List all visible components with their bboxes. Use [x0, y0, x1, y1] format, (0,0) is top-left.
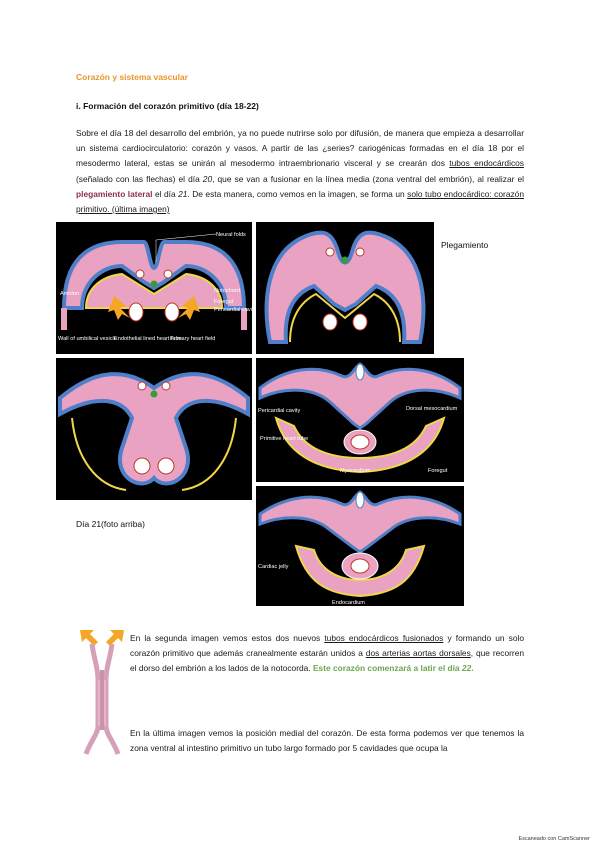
term-tubos-endocardicos: tubos endocárdicos — [449, 158, 524, 169]
paragraph-intro — [76, 126, 524, 217]
figure-folding-1 — [56, 222, 257, 354]
term-tubos-fusionados: tubos endocárdicos fusionados — [324, 633, 444, 643]
figure-folding-2 — [256, 222, 434, 354]
text-run: el día — [152, 188, 179, 199]
arrow-right-icon — [106, 630, 124, 646]
label-notochord: Notochord — [214, 288, 240, 294]
day-21: 21 — [178, 188, 188, 199]
label-endothelial-tube: Endothelial lined heart tube — [114, 336, 182, 342]
arrow-left-icon — [80, 630, 98, 646]
text-run: Sobre el día 18 del desarrollo del embrión, ya no puede nutrirse solo por difusión, de manera que empieza a desarrollar un sistema cardiocirculatorio: corazón y vasos. A partir de las ¿series? cariogénicas formadas en el día 18 por el mesodermo lateral, estas se unirán al mesodermo intraembrionario visceral y se crearán dos — [76, 128, 524, 169]
text-run: , que recorren el dorso del embrión a los lados de la notocorda. — [130, 648, 525, 674]
label-cardiac-jelly: Cardiac jelly — [258, 564, 289, 570]
label-primary-heart-field: Primary heart field — [170, 336, 216, 342]
label-primitive-heart-tube: Primitive heart tube — [260, 436, 309, 442]
figure-heart-tube — [256, 358, 464, 482]
term-comenzara-latir: Este corazón comenzará a latir el día — [312, 663, 462, 674]
term-plegamiento-lateral: plegamiento lateral — [76, 188, 153, 199]
paragraph-fusion — [130, 631, 524, 677]
caption-dia-21: Día 21(foto arriba) — [76, 519, 145, 529]
label-endocardium: Endocardium — [332, 600, 365, 606]
label-myocardium: Myocardium — [340, 468, 371, 474]
paragraph-medial: En la última imagen vemos la posición medial del corazón. De esta forma podemos ver que tenemos la zona ventral al intestino primitivo un tubo largo formado por 5 cavidades que ocupa la — [130, 728, 524, 754]
scanner-watermark: Escaneado con CamScanner — [518, 836, 590, 842]
heart-tube-fusion-illustration — [80, 630, 124, 754]
term-arterias-aortas: dos arterias aortas dorsales — [365, 648, 471, 659]
figure-folding-3 — [56, 358, 252, 500]
day-20: 20 — [202, 173, 213, 184]
label-wall-umbilical: Wall of umbilical vesicle — [58, 336, 117, 342]
label-foregut: Foregut — [214, 299, 234, 305]
text-run: . — [471, 663, 474, 674]
text-run: . De esta manera, como vemos en la imagen, se forma un — [187, 188, 408, 199]
label-pericardial-cavity: Pericardial cavity — [214, 307, 257, 313]
text-run: , que se van a fusionar en la línea media (zona ventral del embrión), al realizar el — [212, 173, 524, 184]
label-neural-folds: Neural folds — [216, 232, 246, 238]
caption-plegamiento: Plegamiento — [441, 240, 489, 250]
label-foregut-2: Foregut — [428, 468, 448, 474]
label-amnion: Amnion — [60, 291, 79, 297]
label-pericardial-cavity-2: Pericardial cavity — [258, 408, 301, 414]
subheading: i. Formación del corazón primitivo (día 18-22) — [76, 101, 259, 111]
day-22: 22 — [461, 663, 472, 674]
text-run: y formando un solo corazón primitivo que además cranealmente estarán unidos a — [130, 633, 524, 659]
term-solo-tubo: solo tubo endocárdico: corazón primitivo. (última imagen) — [76, 188, 524, 215]
figure-medial-heart — [256, 486, 464, 606]
section-title: Corazón y sistema vascular — [76, 72, 188, 82]
text-run: (señalado con las flechas) el día — [76, 173, 203, 184]
label-dorsal-mesocardium: Dorsal mesocardium — [406, 406, 458, 412]
text-run: En la segunda imagen vemos estos dos nuevos — [130, 633, 325, 643]
